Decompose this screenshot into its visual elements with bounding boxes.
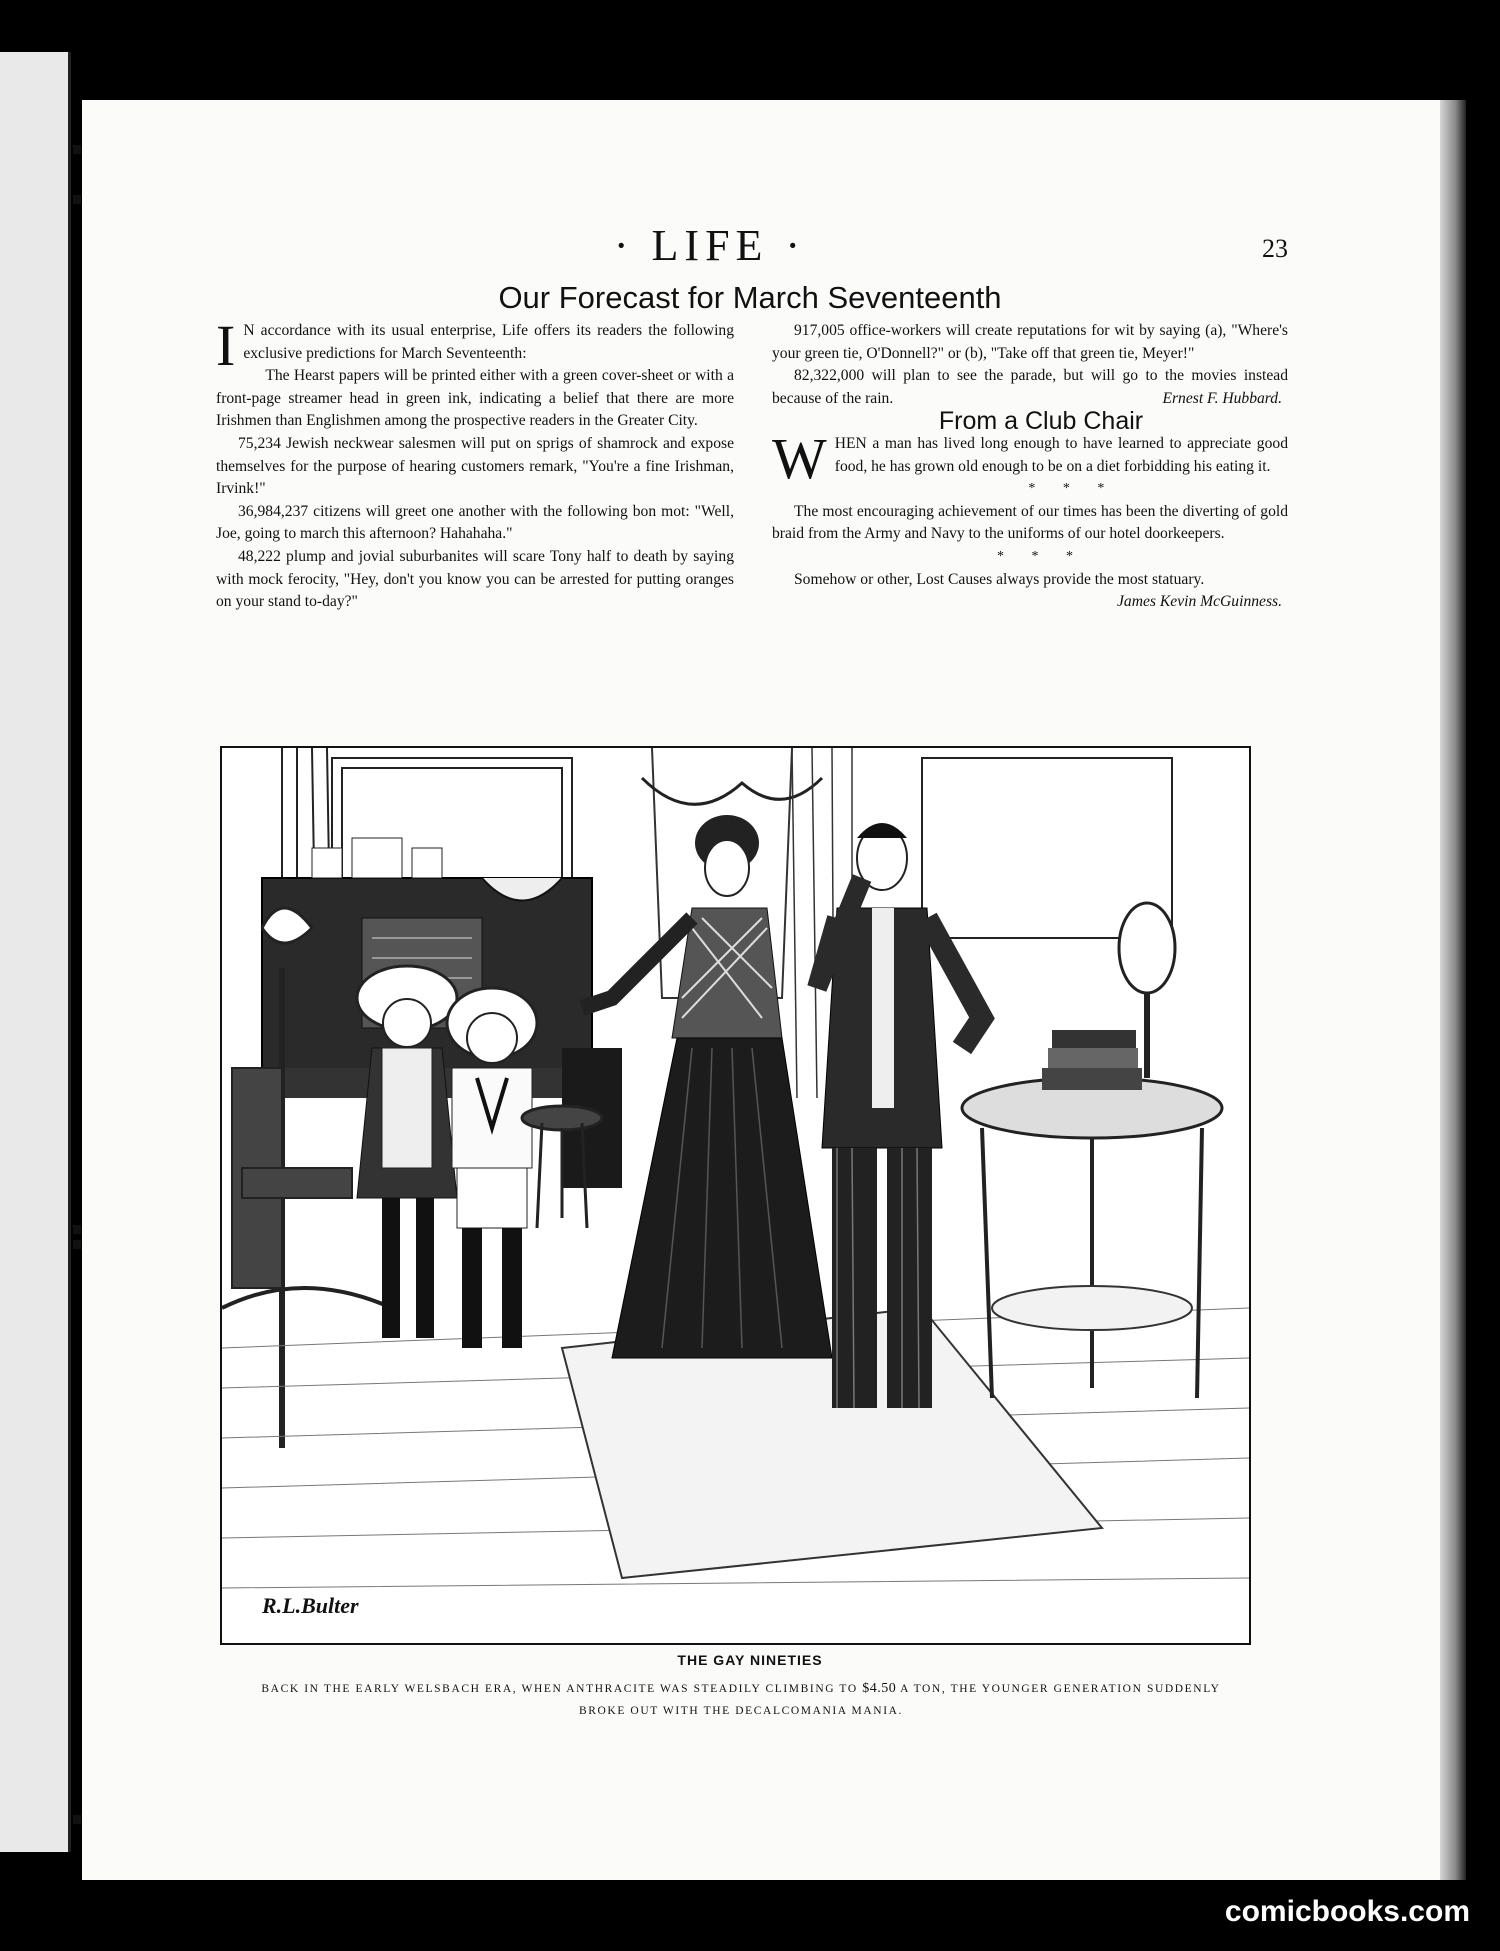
- paragraph: 917,005 office-workers will create reputations for wit by saying (a), "Where's your green tie, O'Donnell?" or (b), "Take off that green tie, Meyer!": [772, 322, 1288, 362]
- article-lead: [772, 425, 1288, 491]
- binding-mark: [73, 195, 81, 204]
- separator: * * *: [997, 548, 1085, 564]
- binding-mark: [73, 1225, 81, 1234]
- artist-signature: R.L.Bulter: [262, 1593, 359, 1618]
- article-column-right: [772, 320, 1288, 614]
- binding-mark: [73, 1815, 81, 1824]
- lead-text: N accordance with its usual enterprise, Life offers its readers the following exclusive predictions for March Seventeenth:: [243, 322, 734, 362]
- byline: Ernest F. Hubbard.: [1162, 389, 1282, 407]
- binding-mark: [73, 1240, 81, 1249]
- byline: James Kevin McGuinness.: [1117, 593, 1282, 611]
- drop-cap: I: [216, 313, 236, 378]
- caption-text: [256, 1678, 1226, 1722]
- masthead: · LIFE ·: [613, 221, 807, 270]
- caption-title: THE GAY NINETIES: [677, 1652, 823, 1668]
- section-title: From a Club Chair: [938, 407, 1144, 436]
- caption-part: A TON, THE YOUNGER GENERATION SUDDENLY BROKE OUT WITH THE DECALCOMANIA MANIA.: [578, 1683, 1221, 1717]
- site-watermark: comicbooks.com: [1224, 1895, 1470, 1928]
- paragraph: 36,984,237 citizens will greet one another with the following bon mot: "Well, Joe, going to march this afternoon? Hahahaha.": [216, 502, 734, 543]
- cartoon-illustration: [220, 746, 1251, 1645]
- article-column-left: [216, 313, 734, 614]
- paragraph-text: 82,322,000 will plan to see the parade, but will go to the movies instead because of the rain.: [772, 367, 1288, 407]
- separator: * * *: [1028, 481, 1117, 497]
- binding-mark: [73, 145, 81, 154]
- paragraph: 75,234 Jewish neckwear salesmen will put on sprigs of shamrock and expose themselves for the purpose of hearing customers remark, "You're a fine Irishman, Irvink!": [216, 434, 734, 498]
- paragraph: [772, 365, 1288, 410]
- facing-page-edge: [0, 52, 71, 1852]
- article-lead: [216, 313, 734, 378]
- cartoon-drawing: [222, 748, 1249, 1643]
- paragraph-text: Somehow or other, Lost Causes always provide the most statuary.: [794, 570, 1205, 588]
- page-edge-shadow: [1440, 100, 1466, 1880]
- paragraph: [772, 569, 1288, 611]
- page-number: 23: [1262, 234, 1288, 263]
- caption-price: $4.50: [862, 1681, 897, 1696]
- paragraph: The most encouraging achievement of our times has been the diverting of gold braid from the Army and Navy to the uniforms of our hotel doorkeepers.: [772, 502, 1288, 543]
- paragraph: The Hearst papers will be printed either with a green cover-sheet or with a front-page streamer head in green ink, indicating a belief that there are more Irishmen than Englishmen among the prospective readers in the Greater City.: [216, 367, 734, 430]
- paragraph: 48,222 plump and jovial suburbanites will scare Tony half to death by saying with mock ferocity, "Hey, don't you know you can be arrested for putting oranges on your stand to-day?": [216, 547, 734, 611]
- lead-text: HEN a man has lived long enough to have learned to appreciate good food, he has grown old enough to be on a diet forbidding his eating it.: [834, 434, 1288, 475]
- drop-cap: W: [772, 425, 827, 491]
- article-title: Our Forecast for March Seventeenth: [498, 280, 1002, 315]
- caption-part: BACK IN THE EARLY WELSBACH ERA, WHEN ANTHRACITE WAS STEADILY CLIMBING TO: [261, 1683, 858, 1695]
